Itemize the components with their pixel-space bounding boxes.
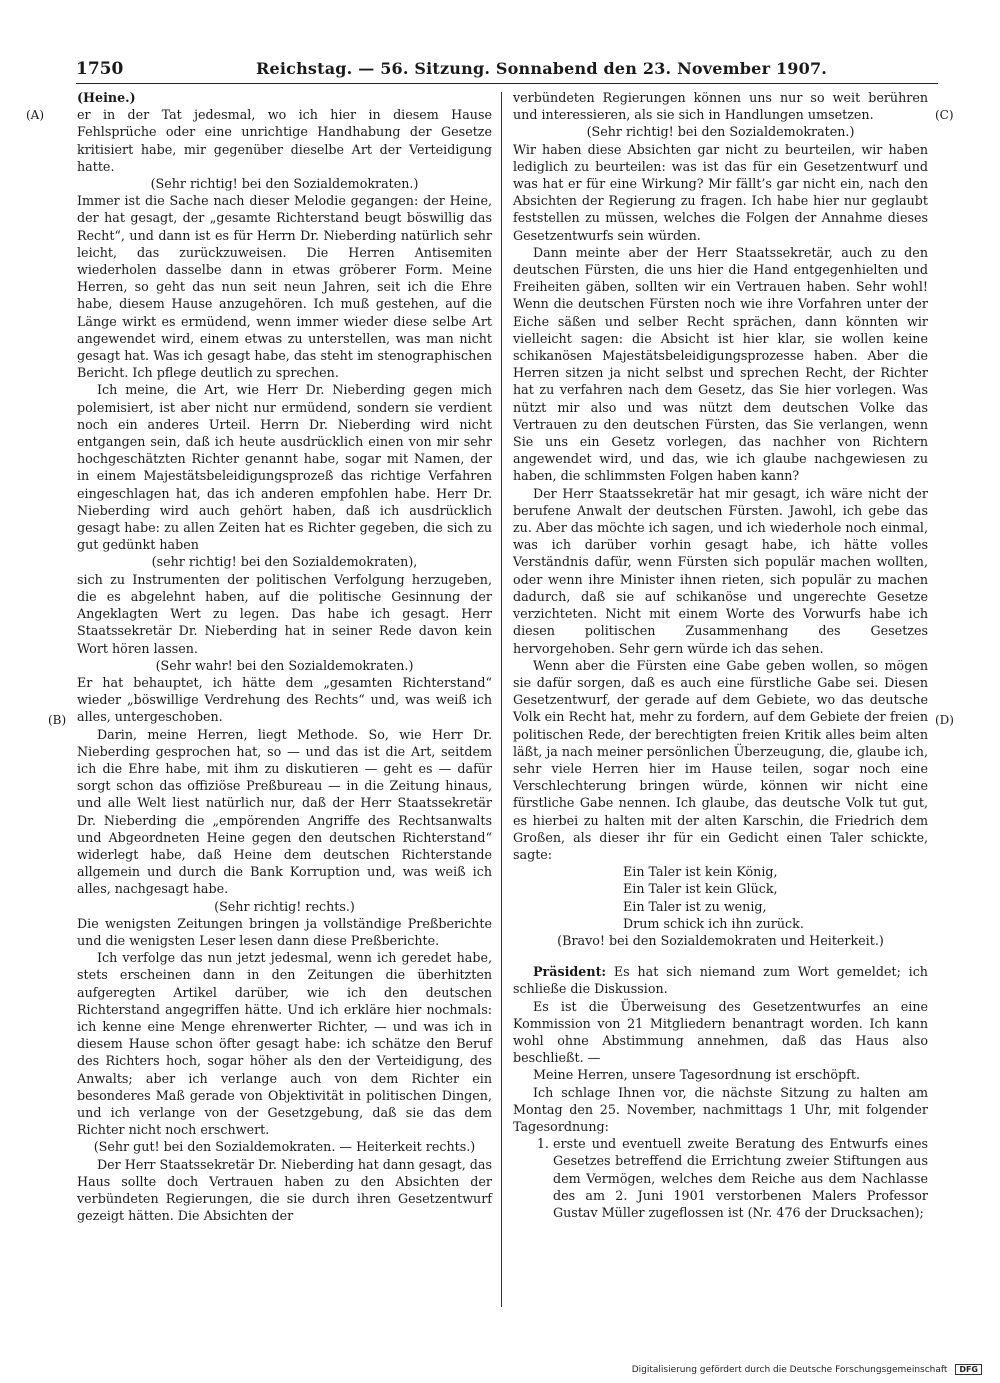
page-number: 1750 — [76, 59, 124, 79]
paragraph: Wir haben diese Absichten gar nicht zu beurteilen, wir haben lediglich zu beurteilen: was ist das für ein Gesetzentwurf und was hat er für eine Wirkung? Mir fällt’s gar nicht ein, nach den Absichten der Regierung zu fragen. Ich habe hier nur geglaubt feststellen zu müssen, welches die Folgen der Annahme dieses Gesetzentwurfs sein würden. — [513, 141, 928, 243]
reaction: (Bravo! bei den Sozialdemokraten und Heiterkeit.) — [557, 932, 884, 948]
right-column — [513, 89, 928, 1221]
margin-marker-a: (A) — [26, 108, 45, 122]
dfg-logo: DFG — [955, 1364, 982, 1375]
paragraph: Dann meinte aber der Herr Staatssekretär, auch zu den deutschen Fürsten, die uns hier die Hand entgegenhielten und Freiheiten gäben, sollten wir ein Vertrauen haben. Sehr wohl! Wenn die deutschen Fürsten noch wie ihre Vorfahren unter der Eiche säßen und selber Recht sprächen, dann könnten wir vielleicht sagen: die Absicht ist hier klar, sie wollen keine schikanösen Majestätsbeleidigungsprozesse haben. Aber die Herren sitzen ja nicht selbst und sprechen Recht, der Richter hat zu verfahren nach dem Gesetz, das Sie hier vorlegen. Was nützt mir also und was nützt dem deutschen Volke das Vertrauen zu den deutschen Fürsten, das Sie verlangen, wenn Sie uns ein Gesetz vorlegen, das nachher von Richtern angewendet wird, und das, wie ich glaube nachgewiesen zu haben, die schlimmsten Folgen haben kann? — [513, 244, 928, 484]
reaction: (Sehr gut! bei den Sozialdemokraten. — Heiterkeit rechts.) — [93, 1139, 476, 1155]
paragraph: Immer ist die Sache nach dieser Melodie gegangen: der Heine, der hat gesagt, der „gesamte Richterstand beugt böswillig das Recht“, und dann ist es für Herrn Dr. Nieberding natürlich sehr leicht, das zurückzuweisen. Die Herren Antisemiten wiederholen dasselbe dann in etwas gröberer Form. Meine Herren, so geht das nun seit neun Jahren, seit ich die Ehre habe, diesem Hause anzugehören. Ich muß gestehen, auf die Länge wirkt es ermüdend, wenn immer wieder diese selbe Art angewendet wird, einem etwas zu unterstellen, was man nicht gesagt hat. Was ich gesagt habe, das steht im stenographischen Bericht. Ich pflege deutlich zu sprechen. — [77, 193, 492, 381]
left-column — [77, 89, 492, 1224]
margin-marker-b: (B) — [48, 713, 67, 727]
margin-marker-d: (D) — [935, 713, 954, 727]
spacer — [513, 949, 928, 963]
paragraph: Die wenigsten Zeitungen bringen ja vollständige Preßberichte und die wenigsten Leser lesen dann diese Preßberichte. — [77, 915, 492, 948]
poem-line: Ein Taler ist kein König, — [623, 864, 778, 880]
paragraph: Der Herr Staatssekretär hat mir gesagt, ich wäre nicht der berufene Anwalt der deutschen Fürsten. Jawohl, ich gebe das zu. Aber das möchte ich sagen, und ich wiederhole noch einmal, was ich darüber vorhin gesagt habe, ich hätte volles Verständnis dafür, wenn Fürsten sich populär machen wollten, oder wenn ihre Minister ihnen rieten, sich populär zu machen dadurch, daß sie auf schikanöse und ungerechte Gesetze verzichteten. Nicht mit einem Worte des Vorwurfs habe ich diesen politischen Zusammenhang des Gesetzes hervorgehoben. Sehr gern würde ich das sehen. — [513, 485, 928, 656]
running-title: Reichstag. — 56. Sitzung. Sonnabend den 23. November 1907. — [256, 59, 828, 78]
page-header — [76, 57, 938, 84]
paragraph: Darin, meine Herren, liegt Methode. So, wie Herr Dr. Nieberding gesprochen hat, so — und das ist die Art, seitdem ich die Ehre habe, mit ihm zu diskutieren — geht es — dafür sorgt schon das offiziöse Preßbureau — in die Zeitung hinaus, und alle Welt liest natürlich nur, daß der Herr Staatssekretär Dr. Nieberding die „empörenden Angriffe des Rechtsanwalts und Abgeordneten Heine gegen den deutschen Richterstand“ widerlegt habe, daß Heine dem deutschen Richterstande allgemein und durch die Bank Korruption und, was weiß ich alles, nachgesagt habe. — [77, 726, 492, 897]
paragraph: Meine Herren, unsere Tagesordnung ist erschöpft. — [533, 1067, 861, 1083]
president-label: Präsident: — [533, 964, 607, 980]
reaction: (sehr richtig! bei den Sozialdemokraten), — [151, 554, 418, 570]
agenda-item: 1. erste und eventuell zweite Beratung des Entwurfs eines Gesetzes betreffend die Errichtung zweier Stiftungen aus dem Vermögen, welches dem Reiche aus dem Nachlasse des am 2. Juni 1901 verstorbenen Malers Professor Gustav Müller zugeflossen ist (Nr. 476 der Drucksachen); — [553, 1135, 928, 1221]
poem-line: Drum schick ich ihn zurück. — [623, 915, 804, 931]
paragraph: Ich meine, die Art, wie Herr Dr. Nieberding gegen mich polemisiert, ist aber nicht nur ermüdend, sondern sie verdient noch ein anderes Urteil. Herrn Dr. Nieberding wird nicht entgangen sein, daß ich heute ausdrücklich einen von mir sehr hochgeschätzten Richter genannt habe, sogar mit Namen, der in einem Majestätsbeleidigungsprozeß das richtige Verfahren eingeschlagen hat, das ich anderen empfohlen habe. Herr Dr. Nieberding wird auch gehört haben, daß ich ausdrücklich gesagt habe: zu allen Zeiten hat es Richter gegeben, die sich zu gut gedünkt haben — [77, 382, 492, 553]
footer — [632, 1364, 982, 1375]
footer-credit: Digitalisierung gefördert durch die Deutsche Forschungsgemeinschaft — [631, 1365, 948, 1375]
paragraph: verbündeten Regierungen können uns nur so weit berühren und interessieren, als sie sich in Handlungen umsetzen. — [513, 90, 928, 123]
poem — [623, 863, 928, 932]
paragraph: Wenn aber die Fürsten eine Gabe geben wollen, so mögen sie dafür sorgen, daß es auch eine fürstliche Gabe sei. Diesen Gesetzentwurf, der gerade auf dem Gebiete, wo das deutsche Volk ein Recht hat, mehr zu fordern, auf dem Gebiete der freien politischen Rede, der berechtigten freien Kritik alles beim alten läßt, ja nach meiner persönlichen Überzeugung, die, glaube ich, sehr viele Herren hier im Hause teilen, sogar noch eine Verschlechterung bringen würde, können wir nicht eine fürstliche Gabe nennen. Ich glaube, das deutsche Volk tut gut, es hierbei zu halten mit der alten Karschin, die Friedrich dem Großen, als dieser ihr für ein Gedicht einen Taler schickte, sagte: — [513, 657, 928, 862]
reaction: (Sehr richtig! bei den Sozialdemokraten.) — [150, 176, 419, 192]
poem-line: Ein Taler ist zu wenig, — [623, 898, 767, 914]
paragraph: sich zu Instrumenten der politischen Verfolgung herzugeben, die es abgelehnt haben, auf die politische Gesinnung der Angeklagten Wert zu legen. Das habe ich gesagt. Herr Staatssekretär Dr. Nieberding hat in seiner Rede davon kein Wort hören lassen. — [77, 571, 492, 656]
paragraph: Ich schlage Ihnen vor, die nächste Sitzung zu halten am Montag den 25. November, nachmittags 1 Uhr, mit folgender Tagesordnung: — [513, 1084, 928, 1134]
reaction: (Sehr richtig! bei den Sozialdemokraten.) — [586, 124, 855, 140]
reaction: (Sehr wahr! bei den Sozialdemokraten.) — [155, 657, 414, 673]
poem-line: Ein Taler ist kein Glück, — [623, 881, 778, 897]
president-statement — [513, 963, 928, 997]
paragraph: Er hat behauptet, ich hätte dem „gesamten Richterstand“ wieder „böswillige Verdrehung des Rechts“ und, was weiß ich alles, untergeschoben. — [77, 674, 492, 725]
president-text: Es hat sich niemand zum Wort gemeldet; ich schließe die Diskussion. — [513, 964, 928, 997]
paragraph: Der Herr Staatssekretär Dr. Nieberding hat dann gesagt, das Haus sollte doch Vertrauen haben zu den Absichten der verbündeten Regierungen, die sie durch ihren Gesetzentwurf gezeigt hätten. Die Absichten der — [77, 1156, 492, 1224]
margin-marker-c: (C) — [935, 108, 954, 122]
paragraph: Ich verfolge das nun jetzt jedesmal, wenn ich geredet habe, stets erscheinen dann in den Zeitungen die überhitzten aufgeregten Artikel darüber, wie ich den deutschen Richterstand angegriffen hätte. Und ich erkläre hier nochmals: ich kenne eine Menge ehrenwerter Richter, — und was ich in diesem Hause schon öfter gesagt habe: ich schätze den Beruf des Richters hoch, sogar höher als den der Verteidigung, des Anwalts; aber ich verlange auch von dem Richter ein besonderes Maß gerade von Objektivität in politischen Dingen, und ich verlange von der Gesetzgebung, daß sie das dem Richter nicht noch erschwert. — [77, 950, 492, 1138]
paragraph: er in der Tat jedesmal, wo ich hier in diesem Hause Fehlsprüche oder eine unrichtige Handhabung der Gesetze kritisiert habe, mir gegenüber dieselbe Art der Verteidigung hatte. — [77, 107, 492, 174]
agenda-list — [513, 1135, 928, 1221]
paragraph: Es ist die Überweisung des Gesetzentwurfes an eine Kommission von 21 Mitgliedern benantragt worden. Ich kann wohl ohne Abstimmung annehmen, daß das Haus also beschließt. — — [513, 998, 928, 1066]
column-divider — [501, 92, 502, 1307]
reaction: (Sehr richtig! rechts.) — [214, 898, 355, 914]
speaker-label: (Heine.) — [77, 90, 136, 105]
